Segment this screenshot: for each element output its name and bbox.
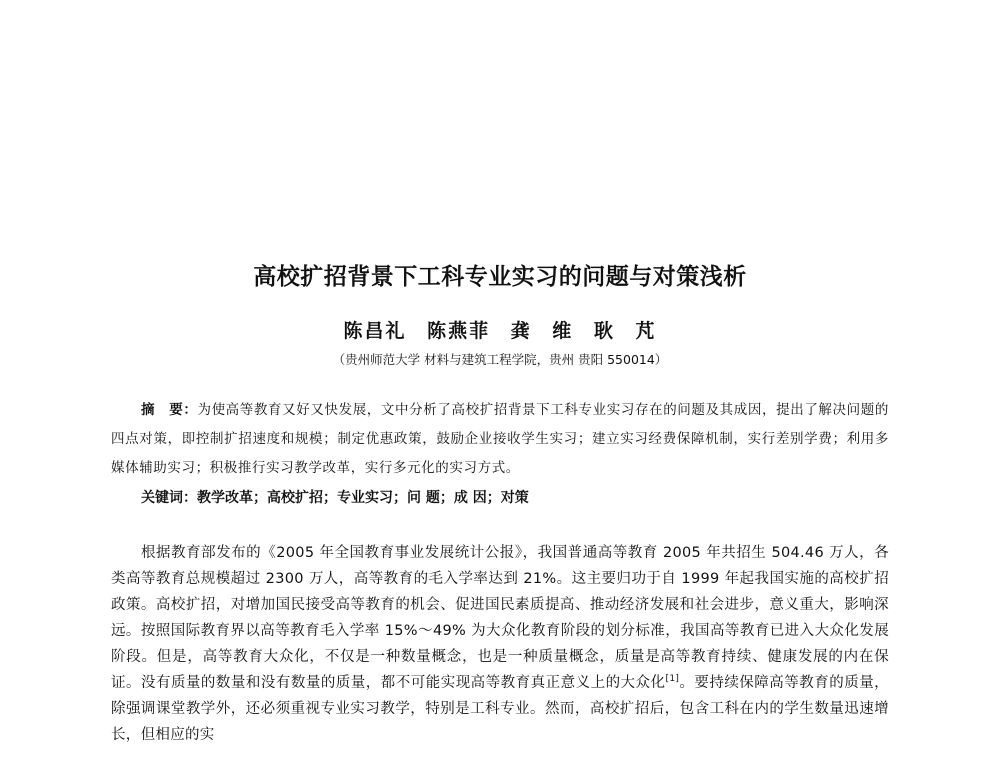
abstract-text: 为使高等教育又好又快发展，文中分析了高校扩招背景下工科专业实习存在的问题及其成因，提出了解决问题的四点对策，即控制扩招速度和规模；制定优惠政策，鼓励企业接收学生实习；建立实习经费保障机制，实行差别学费；利用多媒体辅助实习；积极推行实习教学改革，实行多元化的实习方式。: [111, 402, 889, 476]
keywords-label: 关键词：: [141, 490, 197, 506]
keywords: [141, 484, 889, 512]
body-paragraph: [111, 540, 889, 748]
author-affiliation: （贵州师范大学 材料与建筑工程学院，贵州 贵阳 550014）: [332, 352, 668, 367]
citation-ref[interactable]: [1]: [665, 674, 680, 685]
body-text-part1: 根据教育部发布的《2005 年全国教育事业发展统计公报》，我国普通高等教育 2005 年共招生 504.46 万人，各类高等教育总规模超过 2300 万人，高等教育的毛入学率达到 21%。这主要归功于自 1999 年起我国实施的高校扩招政策。高校扩招，对增加国民接受高等教育的机会、促进国民素质提高、推动经济发展和社会进步，意义重大，影响深远。按照国际教育界以高等教育毛入学率 15%～49% 为大众化教育阶段的划分标准，我国高等教育已进入大众化发展阶段。但是，高等教育大众化，不仅是一种数量概念，也是一种质量概念，质量是高等教育持续、健康发展的内在保证。没有质量的数量和没有数量的质量，都不可能实现高等教育真正意义上的大众化: [111, 545, 889, 691]
keywords-text: 教学改革；高校扩招；专业实习；问 题；成 因；对策: [197, 490, 529, 506]
abstract: [111, 396, 889, 483]
paper-title: 高校扩招背景下工科专业实习的问题与对策浅析: [253, 264, 747, 290]
author-list: 陈昌礼 陈燕菲 龚 维 耿 芃: [343, 320, 657, 342]
abstract-label: 摘 要：: [141, 402, 198, 418]
body-text-part2: 。要持续保障高等教育的质量，除强调课堂教学外，还必须重视专业实习教学，特别是工科专业。然而，高校扩招后，包含工科在内的学生数量迅速增长，但相应的实: [111, 675, 889, 743]
